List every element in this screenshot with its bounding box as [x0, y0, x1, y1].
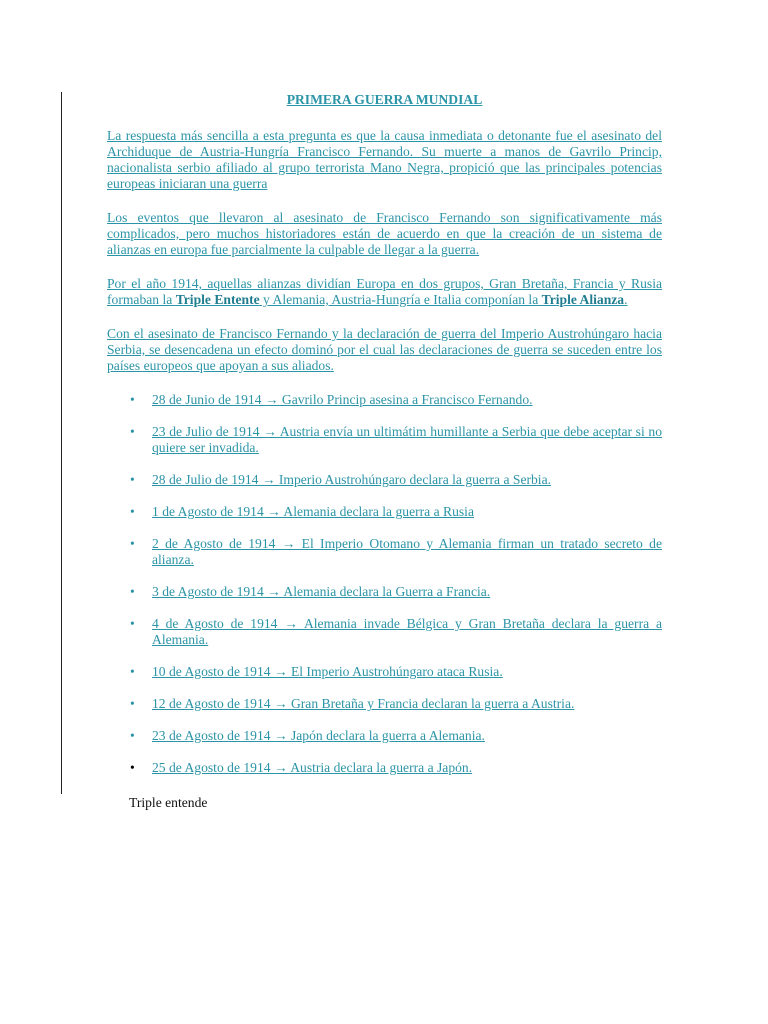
bullet-icon: • [130, 760, 135, 775]
bullet-icon: • [130, 536, 135, 551]
triple-alianza-term: Triple Alianza [541, 292, 625, 307]
bullet-icon: • [130, 392, 135, 407]
paragraph-groups-end: . [624, 292, 628, 307]
bullet-icon: • [130, 424, 135, 439]
list-item[interactable] [107, 696, 662, 712]
bullet-icon: • [130, 664, 135, 679]
margin-change-bar [61, 92, 62, 794]
event-text: 25 de Agosto de 1914 → Austria declara la guerra a Japón. [152, 760, 473, 775]
document-body [107, 92, 662, 792]
event-text: 28 de Julio de 1914 → Imperio Austrohúngaro declara la guerra a Serbia. [152, 472, 552, 487]
list-item[interactable] [107, 760, 662, 776]
bullet-icon: • [130, 616, 135, 631]
paragraph-alliances[interactable]: Los eventos que llevaron al asesinato de Francisco Fernando son significativamente más complicados, pero muchos historiadores están de acuerdo en que la creación de un sistema de alianzas en europa fue parcialmente la culpable de llegar a la guerra. [107, 210, 662, 257]
paragraph-groups-pre: Por el año 1914, aquellas alianzas dividían Europa en dos grupos, Gran Bretaña, Francia y Rusia formaban la [107, 276, 662, 307]
bullet-icon: • [130, 504, 135, 519]
list-item[interactable] [107, 424, 662, 456]
event-text: 28 de Junio de 1914 → Gavrilo Princip asesina a Francisco Fernando. [152, 392, 533, 407]
list-item[interactable] [107, 536, 662, 568]
paragraph-groups[interactable] [107, 276, 662, 308]
list-item[interactable] [107, 504, 662, 520]
list-item[interactable] [107, 728, 662, 744]
event-text: 23 de Agosto de 1914 → Japón declara la guerra a Alemania. [152, 728, 485, 743]
list-item[interactable] [107, 584, 662, 600]
event-text: 10 de Agosto de 1914 → El Imperio Austrohúngaro ataca Rusia. [152, 664, 503, 679]
paragraph-intro[interactable]: La respuesta más sencilla a esta pregunta es que la causa inmediata o detonante fue el asesinato del Archiduque de Austria-Hungría Francisco Fernando. Su muerte a manos de Gavrilo Princip, nacionalista serbio afiliado al grupo terrorista Mano Negra, propició que las principales potencias europeas iniciaran una guerra [107, 128, 662, 191]
triple-entente-term: Triple Entente [175, 292, 260, 307]
list-item[interactable] [107, 392, 662, 408]
page-title: PRIMERA GUERRA MUNDIAL [286, 92, 483, 107]
bullet-icon: • [130, 584, 135, 599]
event-text: 12 de Agosto de 1914 → Gran Bretaña y Francia declaran la guerra a Austria. [152, 696, 575, 711]
list-item[interactable] [107, 616, 662, 648]
list-item[interactable] [107, 472, 662, 488]
event-text: 4 de Agosto de 1914 → Alemania invade Bélgica y Gran Bretaña declara la guerra a Alemania. [152, 616, 662, 647]
event-text: 3 de Agosto de 1914 → Alemania declara la Guerra a Francia. [152, 584, 491, 599]
paragraph-groups-mid: y Alemania, Austria-Hungría e Italia componían la [259, 292, 542, 307]
list-item[interactable] [107, 664, 662, 680]
event-text: 2 de Agosto de 1914 → El Imperio Otomano y Alemania firman un tratado secreto de alianza. [152, 536, 662, 567]
paragraph-domino[interactable]: Con el asesinato de Francisco Fernando y la declaración de guerra del Imperio Austrohúngaro hacia Serbia, se desencadena un efecto dominó por el cual las declaraciones de guerra se suceden entre los países europeos que apoyan a sus aliados. [107, 326, 662, 373]
bullet-icon: • [130, 696, 135, 711]
event-text: 1 de Agosto de 1914 → Alemania declara la guerra a Rusia [152, 504, 474, 519]
note-text: Triple entende [129, 795, 208, 810]
bullet-icon: • [130, 728, 135, 743]
event-text: 23 de Julio de 1914 → Austria envía un ultimátim humillante a Serbia que debe aceptar si no quiere ser invadida. [152, 424, 662, 455]
bullet-icon: • [130, 472, 135, 487]
events-list [107, 392, 662, 776]
